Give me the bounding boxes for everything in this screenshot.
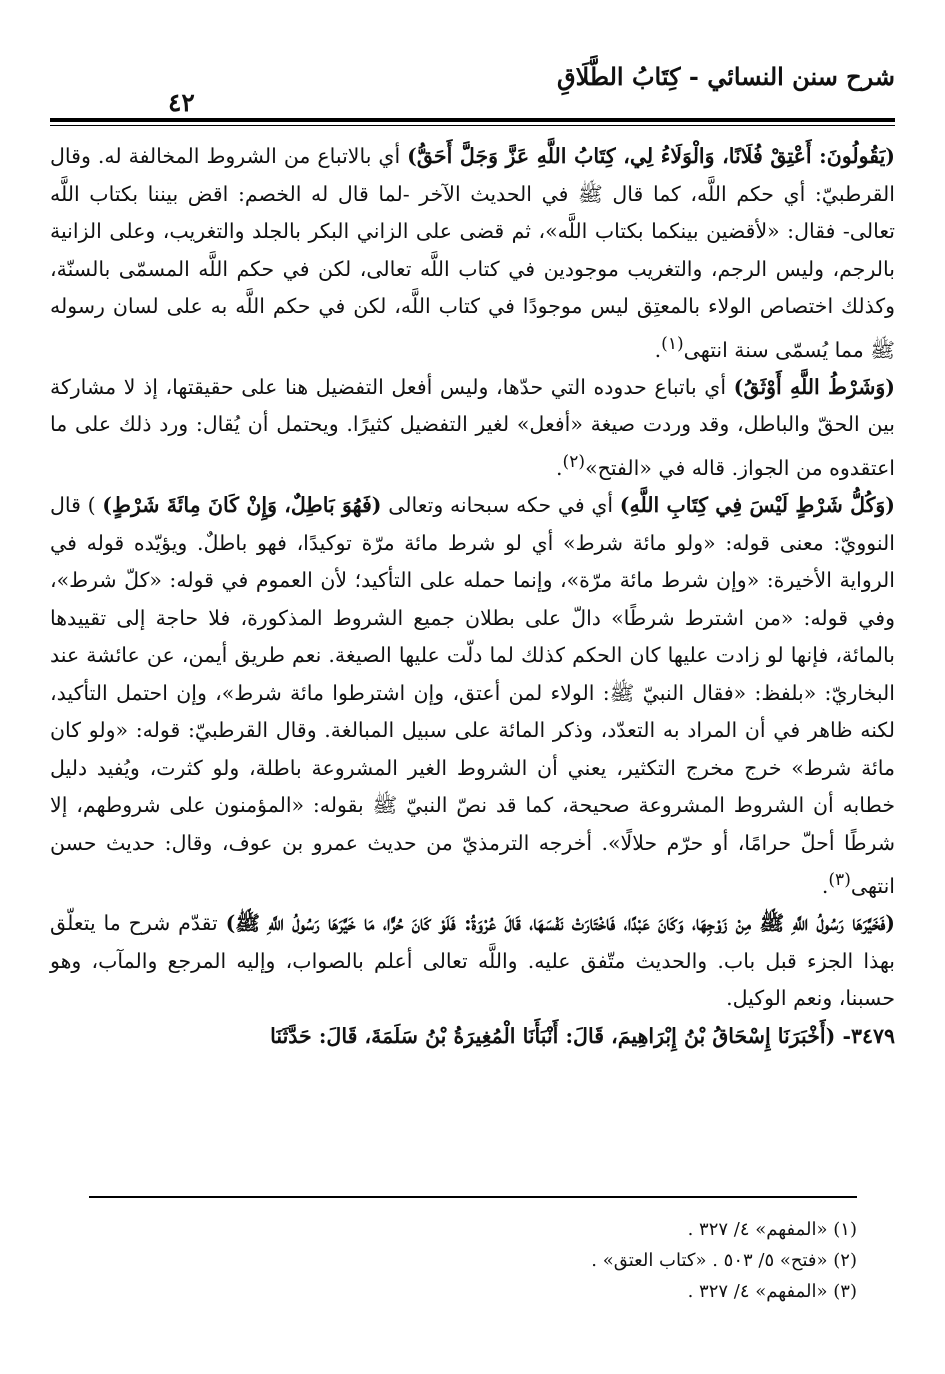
paragraph: [50, 905, 895, 1018]
hadith-quote: (وَكُلُّ شَرْطٍ لَيْسَ فِي كِتَابِ اللَّهِ): [619, 493, 895, 518]
hadith-quote: (وَشَرْطُ اللَّهِ أَوْثَقُ): [733, 374, 895, 399]
commentary-text: تقدّم شرح ما يتعلّق بهذا الجزء قبل باب. والحديث متّفق عليه. واللَّه تعالى أعلم بالصواب، وإليه المرجع والمآب، وهو حسبنا، ونعم الوكيل.: [50, 911, 895, 1011]
main-text: [50, 138, 895, 1055]
footnote-ref: (١): [661, 333, 684, 354]
footnote: (٢) «فتح» ٥/ ٥٠٣ . «كتاب العتق» .: [591, 1250, 857, 1271]
commentary-text: أي في حكه سبحانه وتعالى: [381, 493, 620, 518]
paragraph: [50, 138, 895, 369]
hadith-quote: (فَهُوَ بَاطِلٌ، وَإِنْ كَانَ مِائَةَ شَرْطٍ): [102, 493, 382, 518]
commentary-text: أي باتباع حدوده التي حدّها، وليس أفعل التفضيل هنا على حقيقتها، إذ لا مشاركة بين الحقّ والباطل، وقد وردت صيغة «أفعل» لغير التفضيل كثيرًا. ويحتمل أن يُقال: ورد ذلك على ما اعتقدوه من الجواز. قاله في «الفتح»: [50, 374, 895, 480]
paragraph: [50, 369, 895, 487]
sentence-end: .: [654, 337, 662, 362]
hadith-entry: [50, 1018, 895, 1056]
page-number: ٤٢: [168, 88, 195, 117]
header-rule-thick: [50, 118, 895, 122]
isnad-text: (أَخْبَرَنَا إِسْحَاقُ بْنُ إِبْرَاهِيمَ، قَالَ: أَنْبَأَنَا الْمُغِيرَةُ بْنُ سَلَمَةَ، قَالَ: حَدَّثَنَا: [270, 1023, 843, 1048]
sentence-end: .: [556, 455, 563, 480]
footnote: (٣) «المفهم» ٤/ ٣٢٧ .: [687, 1281, 857, 1302]
header-rule-thin: [50, 125, 895, 126]
hadith-number: ٣٤٧٩-: [842, 1023, 895, 1048]
sentence-end: .: [821, 873, 829, 898]
commentary-text: ) قال النوويّ: معنى قوله: «ولو مائة شرط» أي لو شرط مائة مرّة توكيدًا، فهو باطلٌ. ويؤيّده قوله في الرواية الأخيرة: «وإن شرط مائة مرّة»، وإنما حمله على التأكيد؛ لأن العموم في قوله: «كلّ شرط»، وفي قوله: «من اشترط شرطًا» دالّ على بطلان جميع الشروط المذكورة، فلا حاجة إلى تقييدها بالمائة، فإنها لو زادت عليها كان الحكم كذلك لما دلّت عليها الصيغة. نعم طريق أيمن، عن عائشة عند البخاريّ: «بلفظ: «فقال النبيّ ﷺ: الولاء لمن أعتق، وإن اشترطوا مائة شرط»، وإن احتمل التأكيد، لكنه ظاهر في أن المراد به التعدّد، وذكر المائة على سبيل المبالغة. وقال القرطبيّ: قوله: «ولو كان مائة شرط» خرج مخرج التكثير، يعني أن الشروط الغير المشروعة باطلة، ولو كثرت، ويُفيد دليل خطابه أن الشروط المشروعة صحيحة، كما قد نصّ النبيّ ﷺ بقوله: «المؤمنون على شروطهم، إلا شرطًا أحلّ حرامًا، أو حرّم حلالًا». أخرجه الترمذيّ من حديث عمرو بن عوف، وقال: حديث حسن انتهى: [50, 493, 895, 898]
running-title: شرح سنن النسائي - كِتَابُ الطَّلَاقِ: [556, 62, 895, 91]
page-header: [50, 62, 895, 117]
footnotes: [50, 1214, 857, 1307]
hadith-quote: (فَخَيَّرَهَا رَسُولُ اللَّهِ ﷺ مِنْ زَوْجِهَا، وَكَانَ عَبْدًا، فَاخْتَارَتْ نَفْسَهَا، قَالَ عُرْوَةُ: فَلَوْ كَانَ حُرًّا، مَا خَيَّرَهَا رَسُولُ اللَّهِ ﷺ): [225, 911, 895, 936]
paragraph: [50, 487, 895, 905]
hadith-quote: (يَقُولُونَ: أَعْتِقْ فُلَانًا، وَالْوَلَاءُ لِي، كِتَابُ اللَّهِ عَزَّ وَجَلَّ أَحَقُّ): [407, 144, 895, 168]
footnote: (١) «المفهم» ٤/ ٣٢٧ .: [687, 1219, 857, 1240]
footnote-ref: (٣): [828, 870, 851, 891]
footnote-separator: [89, 1196, 857, 1198]
commentary-text: أي بالاتباع من الشروط المخالفة له. وقال القرطبيّ: أي حكم اللَّه، كما قال ﷺ في الحديث الآخر -لما قال له الخصم: اقض بيننا بكتاب اللَّه تعالى- فقال: «لأقضين بينكما بكتاب اللَّه»، ثم قضى على الزاني البكر بالجلد والتغريب، وعلى الزانية بالرجم، وليس الرجم، والتغريب موجودين في كتاب اللَّه تعالى، لكن في حكم اللَّه المسمّى بالسنّة، وكذلك اختصاص الولاء بالمعتِق ليس موجودًا في كتاب اللَّه، لكن في حكم اللَّه به على لسان رسوله ﷺ مما يُسمّى سنة انتهى: [50, 144, 895, 362]
footnote-ref: (٢): [562, 451, 586, 472]
